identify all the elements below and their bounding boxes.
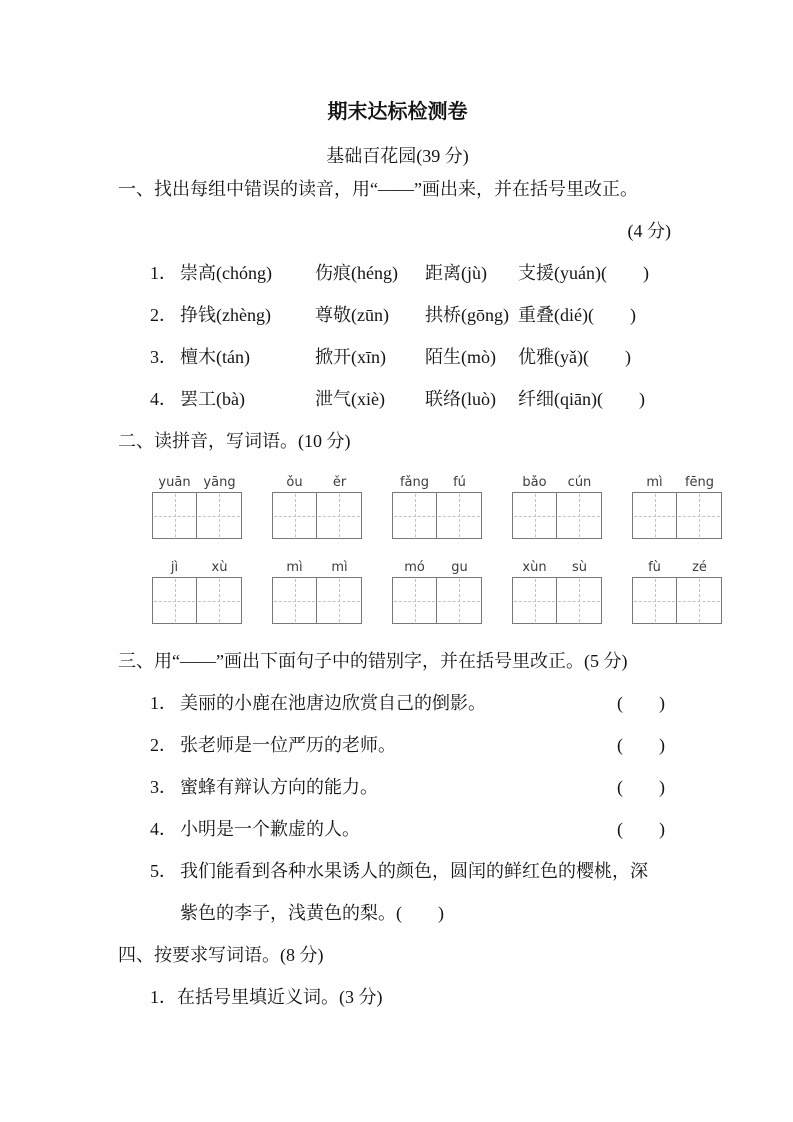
pinyin-word-group [392,470,482,539]
writing-boxes [152,492,242,539]
writing-boxes [392,577,482,624]
writing-box [512,492,557,539]
pinyin-labels [632,555,722,575]
pinyin-labels [512,555,602,575]
writing-box [437,577,482,624]
writing-box [632,492,677,539]
writing-box [317,577,362,624]
item-number: 3． [150,777,177,797]
sentence-text: 张老师是一位严历的老师。 [180,735,396,755]
word-item: 距离(jù) [425,263,487,283]
pinyin-row [152,470,715,539]
writing-box [512,577,557,624]
page-title: 期末达标检测卷 [327,101,468,123]
writing-boxes [512,492,602,539]
word-row [118,294,677,336]
sentence-text: 我们能看到各种水果诱人的颜色，圆闰的鲜红色的樱桃，深 [180,861,648,881]
word-item: 重叠(dié)( ) [518,305,636,325]
pinyin-syllable: ǒu [286,475,303,490]
section4-heading: 四、按要求写词语。(8 分) [118,945,324,965]
writing-box [437,492,482,539]
pinyin-row [152,555,707,624]
subitem-text: 1．在括号里填近义词。(3 分) [150,987,383,1007]
pinyin-word-group [272,470,362,539]
pinyin-labels [272,470,362,490]
sentence-continuation: 紫色的李子，浅黄色的梨。( ) [180,903,444,923]
item-number: 2． [150,735,177,755]
writing-box [392,492,437,539]
pinyin-writing-exercise [152,470,715,624]
item-number: 4． [150,819,177,839]
word-item: 掀开(xīn) [315,347,386,367]
writing-box [557,492,602,539]
pinyin-word-group [632,555,722,624]
pinyin-syllable: bǎo [522,475,547,490]
pinyin-labels [152,555,242,575]
pinyin-syllable: fēng [684,475,715,490]
row-number: 1． [150,263,177,283]
sentence-text: 美丽的小鹿在池唐边欣赏自己的倒影。 [180,693,486,713]
writing-boxes [632,492,722,539]
answer-bracket: ( ) [617,777,665,797]
pinyin-syllable: sù [571,560,587,575]
word-item: 纤细(qiān)( ) [518,389,645,409]
word-item: 联络(luò) [425,389,496,409]
pinyin-labels [632,470,722,490]
writing-boxes [392,492,482,539]
word-item: 拱桥(gōng) [425,305,509,325]
pinyin-syllable: gu [451,560,468,575]
pinyin-word-group [152,555,242,624]
pinyin-word-group [512,470,602,539]
pinyin-labels [392,555,482,575]
pinyin-labels [512,470,602,490]
item-number: 1． [150,693,177,713]
row-number: 4． [150,389,177,409]
word-item: 伤痕(héng) [315,263,398,283]
section1-heading: 一、找出每组中错误的读音，用“——”画出来，并在括号里改正。 [118,179,638,199]
section1-score: (4 分) [627,221,671,241]
sentence-item [118,724,677,766]
word-row [118,378,677,420]
writing-box [152,577,197,624]
word-item: 罢工(bà) [180,389,245,409]
writing-box [272,492,317,539]
pinyin-syllable: ěr [332,475,347,490]
item-number: 5． [150,861,177,881]
writing-box [272,577,317,624]
answer-bracket: ( ) [617,819,665,839]
writing-boxes [632,577,722,624]
sentence-item [118,808,677,850]
writing-box [632,577,677,624]
pinyin-syllable: mì [331,560,348,575]
writing-box [197,492,242,539]
sentence-item [118,850,677,892]
sentence-text: 小明是一个歉虚的人。 [180,819,360,839]
pinyin-labels [392,470,482,490]
word-item: 支援(yuán)( ) [518,263,649,283]
pinyin-word-group [272,555,362,624]
answer-bracket: ( ) [617,693,665,713]
writing-box [392,577,437,624]
writing-box [317,492,362,539]
word-item: 檀木(tán) [180,347,250,367]
writing-boxes [272,577,362,624]
word-row [118,252,677,294]
pinyin-syllable: cún [567,475,592,490]
pinyin-word-group [392,555,482,624]
row-number: 2． [150,305,177,325]
word-row [118,336,677,378]
writing-box [152,492,197,539]
writing-box [677,577,722,624]
pinyin-syllable: xù [211,560,228,575]
word-item: 陌生(mò) [425,347,496,367]
pinyin-syllable: yuān [158,475,191,490]
sentence-item [118,682,677,724]
pinyin-syllable: xùn [522,560,547,575]
pinyin-syllable: zé [692,560,707,575]
pinyin-syllable: fǎng [399,475,430,490]
writing-boxes [512,577,602,624]
pinyin-syllable: fù [648,560,661,575]
word-item: 优雅(yǎ)( ) [518,347,631,367]
writing-boxes [152,577,242,624]
pinyin-labels [272,555,362,575]
pinyin-word-group [152,470,242,539]
pinyin-syllable: mì [646,475,663,490]
pinyin-syllable: fú [453,475,466,490]
section2-heading: 二、读拼音，写词语。(10 分) [118,431,351,451]
page-subtitle: 基础百花园(39 分) [326,146,469,166]
answer-bracket: ( ) [617,735,665,755]
section3-heading: 三、用“——”画出下面句子中的错别字，并在括号里改正。(5 分) [118,651,628,671]
word-item: 挣钱(zhèng) [180,305,271,325]
pinyin-syllable: mì [286,560,303,575]
sentence-text: 蜜蜂有辩认方向的能力。 [180,777,378,797]
writing-box [557,577,602,624]
section4-subitem [118,976,677,1018]
pinyin-word-group [512,555,602,624]
writing-boxes [272,492,362,539]
pinyin-labels [152,470,242,490]
writing-box [677,492,722,539]
word-item: 崇高(chóng) [180,263,272,283]
word-item: 泄气(xiè) [315,389,385,409]
word-item: 尊敬(zūn) [315,305,389,325]
writing-box [197,577,242,624]
pinyin-syllable: yāng [203,475,236,490]
row-number: 3． [150,347,177,367]
pinyin-syllable: mó [404,560,425,575]
pinyin-syllable: jì [170,560,179,575]
sentence-item [118,766,677,808]
pinyin-word-group [632,470,722,539]
